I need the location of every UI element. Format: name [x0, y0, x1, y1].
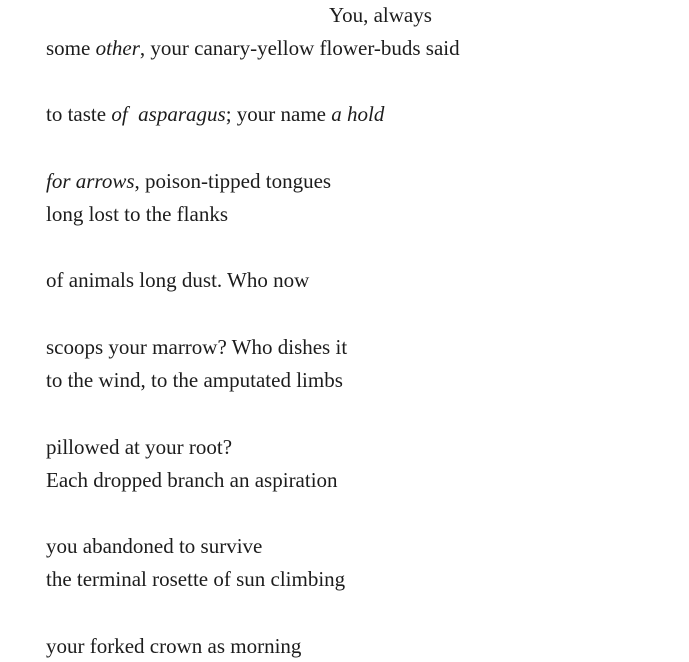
- line-text: pillowed at your root?: [46, 435, 233, 459]
- line-text: your forked crown as morning: [46, 634, 302, 658]
- poem-line-5: [46, 202, 228, 226]
- line-text: ; your name: [225, 102, 332, 126]
- poem-line-1: [329, 3, 432, 27]
- italic-text: other: [95, 36, 140, 60]
- line-text: long lost to the flanks: [46, 202, 228, 226]
- poem-line-10: [46, 468, 338, 492]
- poem-line-9: [46, 435, 232, 459]
- poem-line-4: [46, 169, 331, 193]
- poem-line-6: [46, 268, 309, 292]
- line-text: to taste: [46, 102, 112, 126]
- line-text: , poison-tipped tongues: [134, 169, 332, 193]
- poem-line-7: [46, 335, 347, 359]
- poem-line-12: [46, 567, 345, 591]
- poem-line-13: [46, 634, 301, 658]
- italic-text: for arrows: [46, 169, 135, 193]
- line-text: the terminal rosette of sun climbing: [46, 567, 346, 591]
- poem-line-11: [46, 534, 262, 558]
- line-text: , your canary-yellow flower-buds said: [139, 36, 460, 60]
- poem-line-3: [46, 102, 384, 126]
- italic-text: a hold: [331, 102, 385, 126]
- italic-text: of asparagus: [111, 102, 226, 126]
- line-text: to the wind, to the amputated limbs: [46, 368, 343, 392]
- line-text: You, always: [329, 3, 432, 27]
- line-text: you abandoned to survive: [46, 534, 263, 558]
- poem-line-8: [46, 368, 343, 392]
- line-text: some: [46, 36, 96, 60]
- line-text: scoops your marrow? Who dishes it: [46, 335, 348, 359]
- line-text: Each dropped branch an aspiration: [46, 468, 338, 492]
- line-text: of animals long dust. Who now: [46, 268, 310, 292]
- poem-line-2: [46, 36, 460, 60]
